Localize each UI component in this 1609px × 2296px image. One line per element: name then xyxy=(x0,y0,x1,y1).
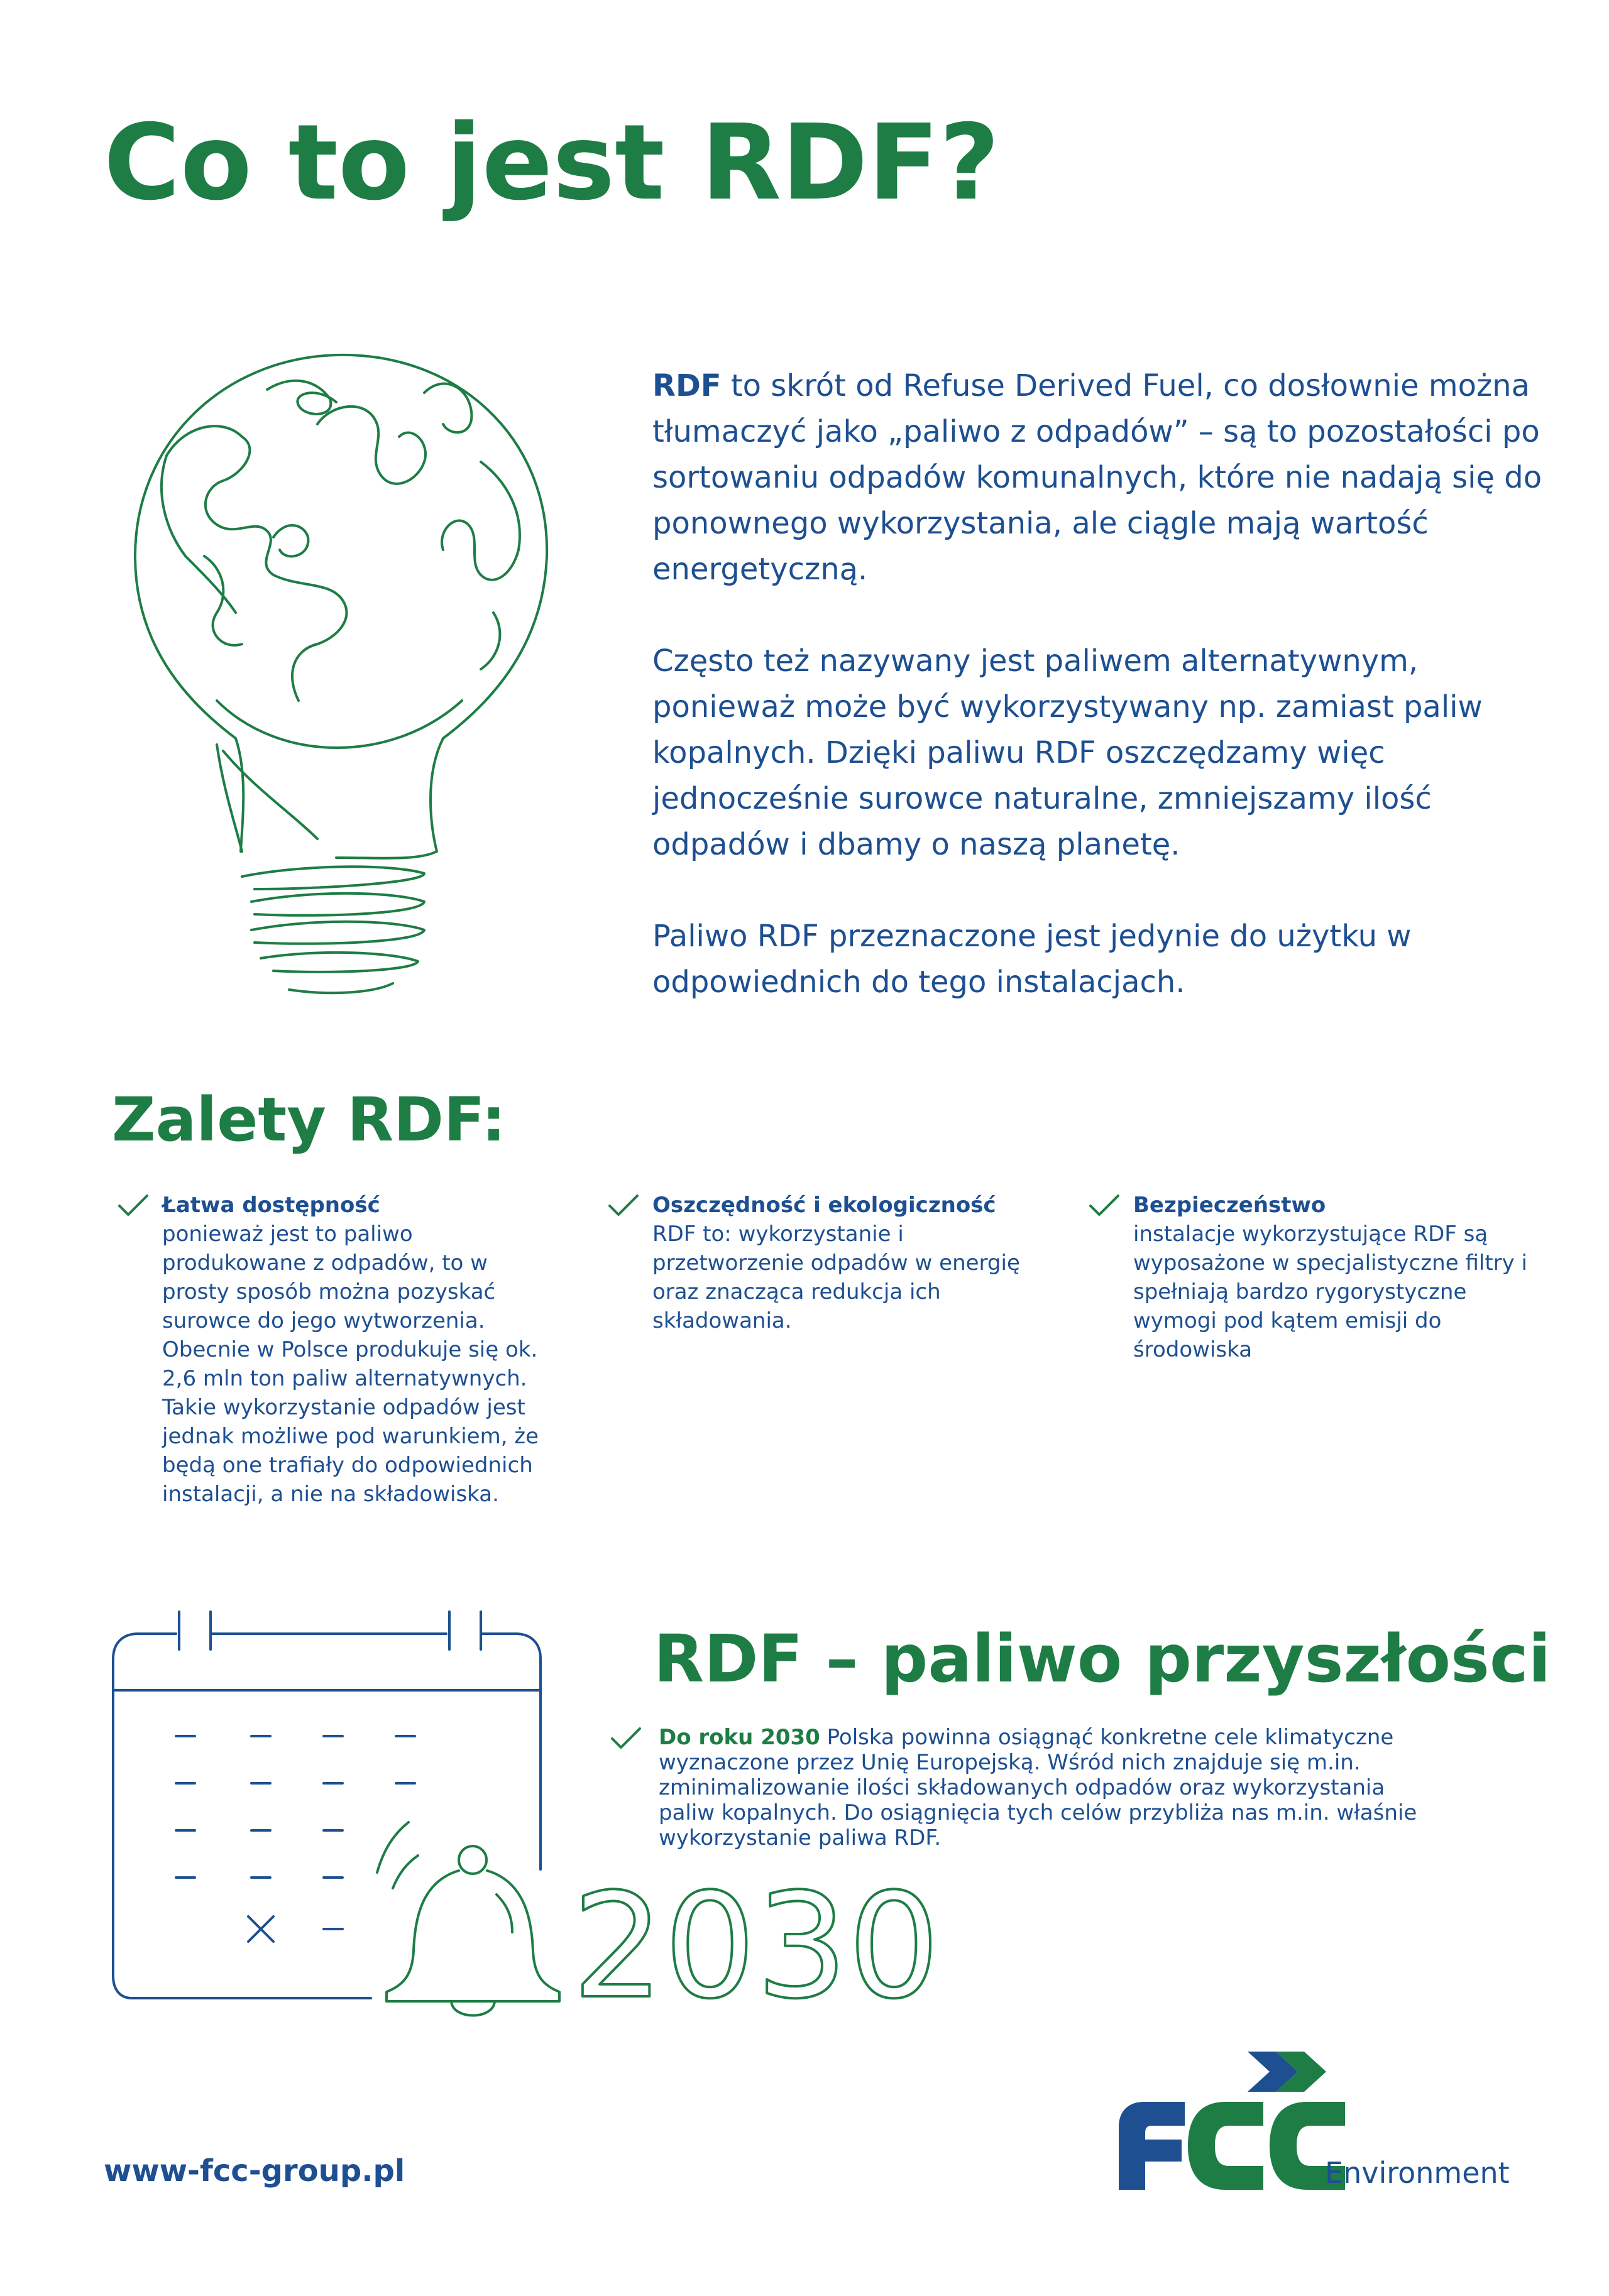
intro-paragraph-3: Paliwo RDF przeznaczone jest jedynie do użytku w odpowiednich do tego instalacjach. xyxy=(652,919,1412,1000)
lightbulb-globe-icon xyxy=(129,349,556,1009)
year-2030: 2030 xyxy=(572,1863,940,2026)
future-body: Polska powinna osiągnąć konkretne cele klimatyczne wyznaczone przez Unię Europejską. Wśród nich znajduje się m.in. zminimalizowanie ilości składowanych odpadów oraz wykorzystania paliw kopalnych. Do osiągnięcia tych celów przybliża nas m.in. właśnie wykorzystanie paliwa RDF. xyxy=(659,1725,1417,1850)
intro-lead: RDF xyxy=(652,368,722,403)
page-title: Co to jest RDF? xyxy=(104,102,1000,224)
checkmark-icon xyxy=(610,1726,642,1751)
intro-paragraph-2: Często też nazywany jest paliwem alternatywnym, ponieważ może być wykorzystywany np. zamiast paliw kopalnych. Dzięki paliwu RDF oszczędzamy więc jednocześnie surowce naturalne, zmniejszamy ilość odpadów i dbamy o naszą planetę. xyxy=(652,643,1483,862)
fcc-logo xyxy=(1119,2052,1358,2190)
benefit-item xyxy=(162,1191,552,1509)
benefits-title: Zalety RDF: xyxy=(112,1085,506,1155)
benefit-text: ponieważ jest to paliwo produkowane z odpadów, to w prosty sposób można pozyskać surowce do jego wytworzenia. Obecnie w Polsce produkuje się ok. 2,6 mln ton paliw alternatywnych. Takie wykorzystanie odpadów jest jednak możliwe pod warunkiem, że będą one trafiały do odpowiednich instalacji, a nie na składowiska. xyxy=(162,1222,539,1507)
intro-text xyxy=(652,363,1557,1005)
website-link[interactable]: www-fcc-group.pl xyxy=(104,2153,405,2189)
future-lead: Do roku 2030 xyxy=(659,1725,820,1750)
intro-paragraph-1-text: to skrót od Refuse Derived Fuel, co dosłownie można tłumaczyć jako „paliwo z odpadów” – są to pozostałości po sortowaniu odpadów komunalnych, które nie nadają się do ponownego wykorzystania, ale ciągle mają wartość energetyczną. xyxy=(652,368,1542,587)
future-title: RDF – paliwo przyszłości xyxy=(654,1621,1551,1697)
checkmark-icon xyxy=(1088,1193,1121,1218)
intro-paragraph-1 xyxy=(652,363,1557,593)
checkmark-icon xyxy=(607,1193,640,1218)
benefit-title: Łatwa dostępność xyxy=(162,1193,380,1218)
benefit-title: Bezpieczeństwo xyxy=(1133,1193,1326,1218)
logo-subtitle: Environment xyxy=(1325,2156,1510,2190)
future-text xyxy=(659,1725,1425,1850)
benefit-item xyxy=(1133,1191,1535,1364)
benefit-text: RDF to: wykorzystanie i przetworzenie odpadów w energię oraz znacząca redukcja ich składowania. xyxy=(652,1222,1020,1333)
benefit-text: instalacje wykorzystujące RDF są wyposażone w specjalistyczne filtry i spełniają bardzo rygorystyczne wymogi pod kątem emisji do środowiska xyxy=(1133,1222,1528,1362)
benefit-item xyxy=(652,1191,1042,1335)
checkmark-icon xyxy=(117,1193,150,1218)
benefit-title: Oszczędność i ekologiczność xyxy=(652,1193,996,1218)
